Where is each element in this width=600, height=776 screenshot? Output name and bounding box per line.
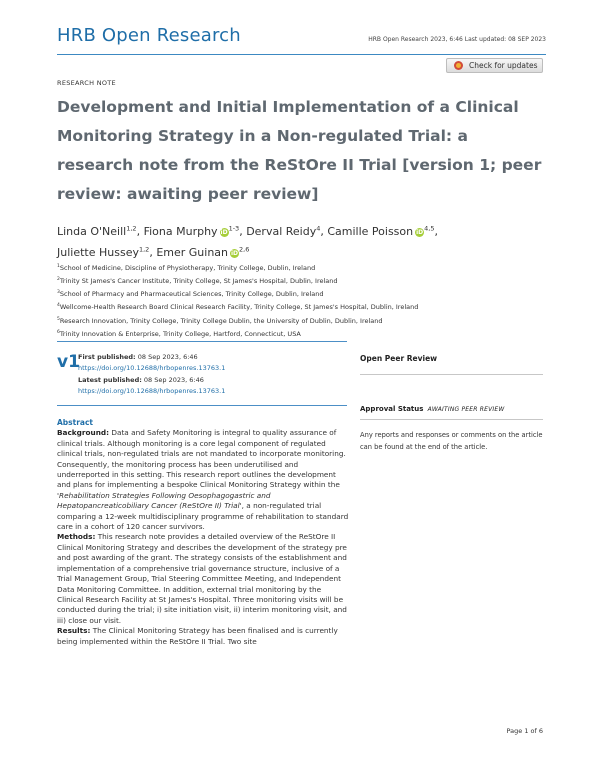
affiliation-number: 5 (57, 316, 60, 322)
affiliation (57, 274, 418, 287)
version-bottom-rule (57, 405, 347, 406)
affiliation-number: 1 (57, 264, 60, 269)
first-published-doi[interactable]: https://doi.org/10.12688/hrbopenres.13763.1 (78, 363, 226, 372)
affiliation-text: Wellcome-Health Research Board Clinical Research Facility, Trinity College, St James's Hospital, Dublin, Ireland (59, 303, 419, 312)
check-updates-button[interactable] (446, 58, 543, 73)
author-separator: , (239, 224, 247, 238)
article-title: Development and Initial Implementation of a Clinical Monitoring Strategy in a Non-regulated Trial: a research note from the ReStOre II Trial [version 1; peer review: awaiting peer review] (57, 98, 542, 203)
author-separator: , (320, 224, 328, 238)
publication-info (78, 352, 225, 396)
affiliation-text: Trinity St James's Cancer Institute, Trinity College, St James's Hospital, Dublin, Ireland (59, 277, 338, 286)
latest-published-date: 08 Sep 2023, 6:46 (143, 376, 204, 384)
results-label: Results: (57, 626, 91, 636)
affiliation-text: Trinity Innovation & Enterprise, Trinity College, Hartford, Connecticut, USA (59, 329, 301, 338)
affiliation-text: School of Medicine, Discipline of Physiotherapy, Trinity College, Dublin, Ireland (59, 264, 316, 273)
author[interactable] (327, 225, 438, 238)
check-updates-label: Check for updates (469, 61, 538, 70)
orcid-icon[interactable]: iD (230, 250, 239, 258)
affiliation (57, 261, 418, 274)
author-name: Juliette Hussey (57, 246, 139, 260)
approval-divider (360, 419, 543, 420)
peer-review-title: Open Peer Review (360, 354, 438, 363)
author-separator: , (434, 224, 438, 238)
author-name: Emer Guinan (156, 246, 229, 260)
version-top-rule (57, 341, 347, 342)
abstract (57, 418, 349, 647)
crossmark-icon (454, 61, 463, 70)
affiliation-number: 6 (57, 329, 60, 335)
author[interactable] (156, 246, 249, 259)
background-label: Background: (57, 428, 110, 438)
orcid-icon[interactable]: iD (220, 228, 228, 236)
abstract-heading: Abstract (57, 418, 94, 427)
header-citation: HRB Open Research 2023, 6:46 Last updated: 08 SEP 2023 (368, 36, 546, 43)
author[interactable] (57, 246, 156, 259)
version-label: v1 (57, 352, 80, 372)
results-text: The Clinical Monitoring Strategy has been finalised and is currently being implemented within the ReStOre II Trial. Two site (57, 626, 338, 646)
peer-review-panel (360, 341, 543, 461)
author-separator: , (136, 224, 144, 238)
author-list (57, 219, 547, 262)
header-divider (57, 54, 546, 55)
latest-published-label: Latest published: (78, 376, 142, 384)
first-published-date: 08 Sep 2023, 6:46 (137, 353, 198, 361)
author-affiliation-ref: 4,5 (424, 224, 435, 232)
author-affiliation-ref: 1,2 (126, 224, 137, 232)
article-type: RESEARCH NOTE (57, 79, 116, 87)
author-name: Derval Reidy (246, 224, 317, 238)
author-name: Linda O'Neill (57, 224, 127, 238)
first-published-label: First published: (78, 353, 136, 361)
author[interactable] (57, 225, 144, 238)
approval-status (360, 405, 505, 413)
journal-name[interactable]: HRB Open Research (57, 25, 241, 46)
affiliation-text: School of Pharmacy and Pharmaceutical Sciences, Trinity College, Dublin, Ireland (59, 290, 324, 299)
author-affiliation-ref: 2,6 (239, 245, 250, 254)
affiliation-number: 4 (57, 303, 60, 309)
affiliation (57, 314, 418, 327)
affiliation-text: Research Innovation, Trinity College, Trinity College Dublin, the University of Dublin, Dublin, Ireland (59, 316, 383, 325)
peer-review-description: Any reports and responses or comments on the article can be found at the end of the article. (360, 431, 543, 451)
background-text-cont: ', a non-regulated trial comparing a 12-week multidisciplinary programme of rehabilitation to standard care in a cohort of 120 cancer survivors. (57, 501, 349, 532)
trial-name: Rehabilitation Strategies Following Oesophagogastric and Hepatopancreaticobiliary Cancer (ReStOre II) Trial (57, 490, 271, 511)
author-affiliation-ref: 1,2 (138, 245, 150, 254)
author-affiliation-ref: 1-3 (228, 224, 240, 232)
methods-text: This research note provides a detailed overview of the ReStOre II Clinical Monitoring Strategy and describes the development of the strategy pre and post awarding of the grant. The strategy consists of the establishment and implementation of a comprehensive trial governance structure, inclusive of a Trial Management Group, Trial Steering Committee Meeting, and Independent Data Monitoring Committee. In addition, external trial monitoring by the Clinical Research Facility at St James's Hospital. Three monitoring visits will be conducted during the trial; i) site initiation visit, ii) interim monitoring visit, and iii) close our visit. (57, 532, 347, 625)
affiliation (57, 287, 418, 300)
affiliation-number: 3 (57, 290, 60, 296)
methods-label: Methods: (57, 532, 96, 542)
latest-published-doi[interactable]: https://doi.org/10.12688/hrbopenres.13763.1 (78, 386, 226, 395)
page-number: Page 1 of 6 (506, 727, 543, 735)
affiliation-number: 2 (57, 277, 60, 283)
author-name: Fiona Murphy (143, 224, 218, 238)
affiliation (57, 300, 418, 313)
approval-value: AWAITING PEER REVIEW (427, 406, 505, 413)
approval-label: Approval Status (360, 405, 424, 413)
background-text: Data and Safety Monitoring is integral to quality assurance of clinical trials. Although monitoring is a core legal component of regulated clinical trials, non-regulated trials are not mandated to incorporate monitoring. Consequently, the monitoring process has been underutilised and underreported in this setting. This research report outlines the development and plans for implementing a bespoke Clinical Monitoring Strategy within the ' (57, 428, 346, 500)
author-separator: , (149, 246, 157, 260)
affiliation (57, 327, 418, 340)
author-affiliation-ref: 4 (316, 224, 321, 232)
author[interactable] (144, 225, 247, 238)
author-name: Camille Poisson (327, 224, 414, 238)
affiliation-list (57, 261, 418, 340)
orcid-icon[interactable]: iD (416, 228, 424, 236)
author[interactable] (246, 225, 327, 238)
peer-review-divider (360, 374, 543, 375)
